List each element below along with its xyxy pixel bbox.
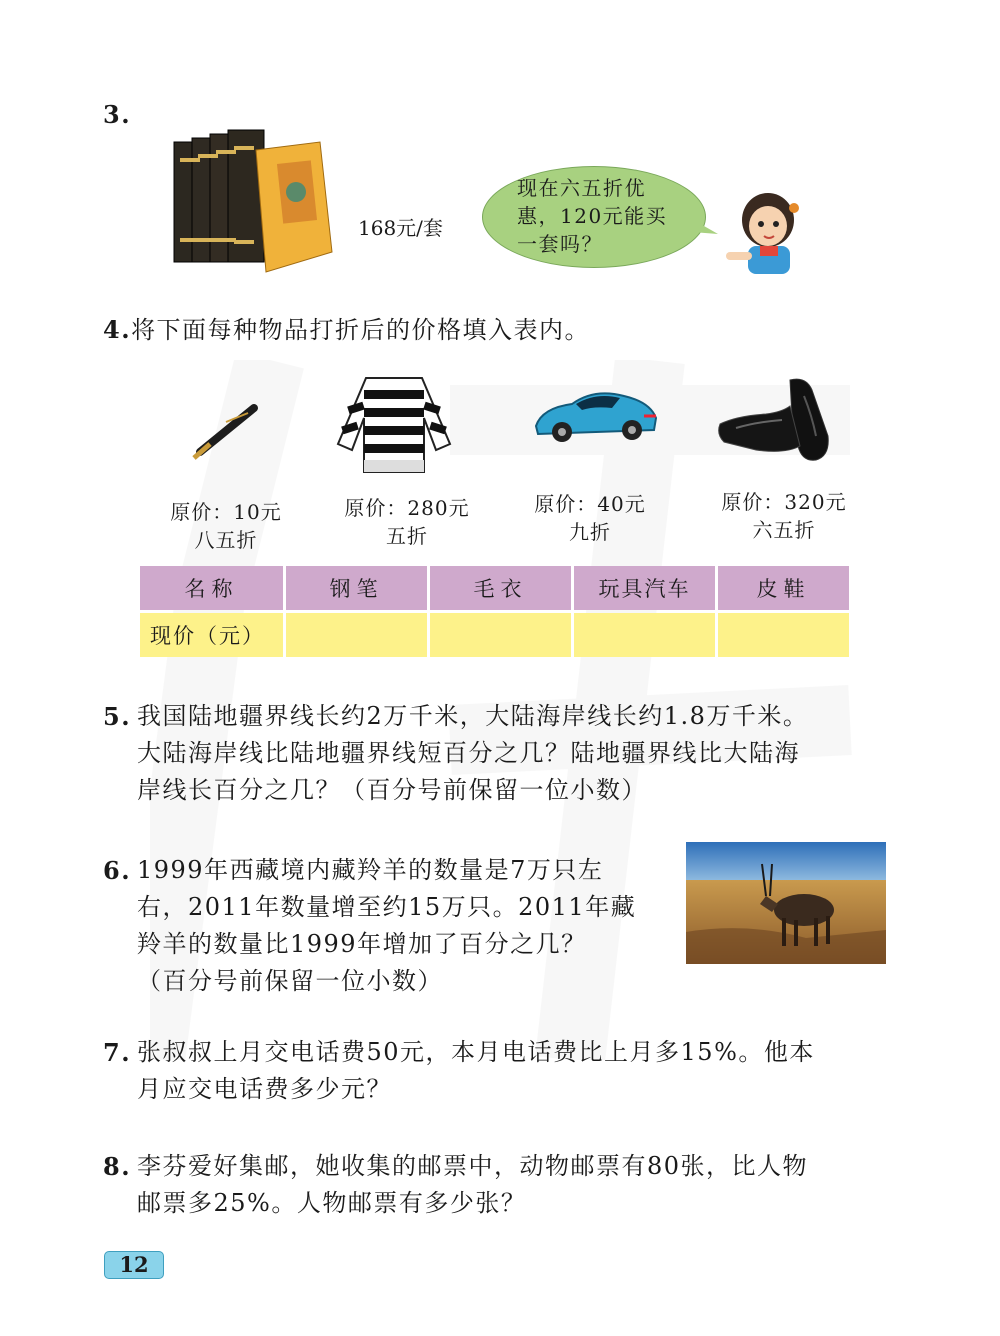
sweater-icon (336, 374, 452, 474)
problem-4-number: 4. (103, 315, 132, 344)
table-row (140, 613, 849, 657)
problem-5-text (137, 698, 917, 809)
item-caption (522, 490, 658, 546)
item-discount: 九折 (569, 520, 611, 544)
pen-icon (190, 404, 260, 460)
table-header-cell: 玩具汽车 (574, 566, 715, 610)
item-original-price: 原价：320元 (721, 490, 847, 514)
books-set-icon (170, 128, 340, 276)
speech-bubble-tail (690, 218, 720, 238)
item-original-price: 原价：10元 (170, 500, 282, 524)
table-header-cell: 钢笔 (286, 566, 427, 610)
price-table (137, 563, 852, 660)
price-answer-cell[interactable] (718, 613, 849, 657)
antelope-photo (686, 842, 886, 964)
problem-7-text (137, 1034, 917, 1108)
table-header-row (140, 566, 849, 610)
price-answer-cell[interactable] (574, 613, 715, 657)
text-line: 岸线长百分之几？（百分号前保留一位小数） (137, 776, 647, 804)
item-discount: 六五折 (752, 518, 816, 542)
problem-5-number: 5. (103, 702, 132, 731)
item-caption (334, 494, 480, 550)
problem-3-number: 3. (103, 100, 132, 129)
text-line: 李芬爱好集邮，她收集的邮票中，动物邮票有80张，比人物 (137, 1152, 809, 1180)
item-original-price: 原价：280元 (344, 496, 470, 520)
page-number: 12 (104, 1251, 164, 1279)
shoe-icon (716, 376, 830, 466)
item-discount: 五折 (386, 524, 428, 548)
problem-4-text: 将下面每种物品打折后的价格填入表内。 (131, 316, 591, 344)
text-line: 张叔叔上月交电话费50元，本月电话费比上月多15%。他本 (137, 1038, 815, 1066)
item-caption (710, 488, 858, 544)
text-line: 右，2011年数量增至约15万只。2011年藏 (137, 893, 637, 921)
text-line: 大陆海岸线比陆地疆界线短百分之几？陆地疆界线比大陆海 (137, 739, 800, 767)
books-price-label: 168元/套 (358, 216, 443, 240)
text-line: 我国陆地疆界线长约2万千米，大陆海岸线长约1.8万千米。 (137, 702, 809, 730)
item-original-price: 原价：40元 (534, 492, 646, 516)
text-line: 1999年西藏境内藏羚羊的数量是7万只左 (137, 856, 604, 884)
problem-6-text (137, 852, 677, 1000)
text-line: （百分号前保留一位小数） (137, 967, 443, 995)
problem-8-number: 8. (103, 1152, 132, 1181)
text-line: 邮票多25%。人物邮票有多少张？ (137, 1189, 527, 1217)
item-caption (158, 498, 294, 554)
item-discount: 八五折 (194, 528, 258, 552)
problem-6-number: 6. (103, 856, 132, 885)
problem-8-text (137, 1148, 917, 1222)
problem-4 (103, 311, 590, 349)
table-header-cell: 皮鞋 (718, 566, 849, 610)
text-line: 月应交电话费多少元？ (137, 1075, 392, 1103)
table-header-cell: 毛衣 (430, 566, 571, 610)
price-answer-cell[interactable] (286, 613, 427, 657)
table-row-label: 现价（元） (140, 613, 283, 657)
text-line: 羚羊的数量比1999年增加了百分之几？ (137, 930, 587, 958)
girl-character-icon (724, 190, 802, 274)
problem-7-number: 7. (103, 1038, 132, 1067)
toy-car-icon (532, 386, 660, 450)
speech-bubble-text: 现在六五折优惠，120元能买一套吗？ (517, 176, 668, 256)
price-answer-cell[interactable] (430, 613, 571, 657)
table-header-label: 名称 (140, 566, 283, 610)
